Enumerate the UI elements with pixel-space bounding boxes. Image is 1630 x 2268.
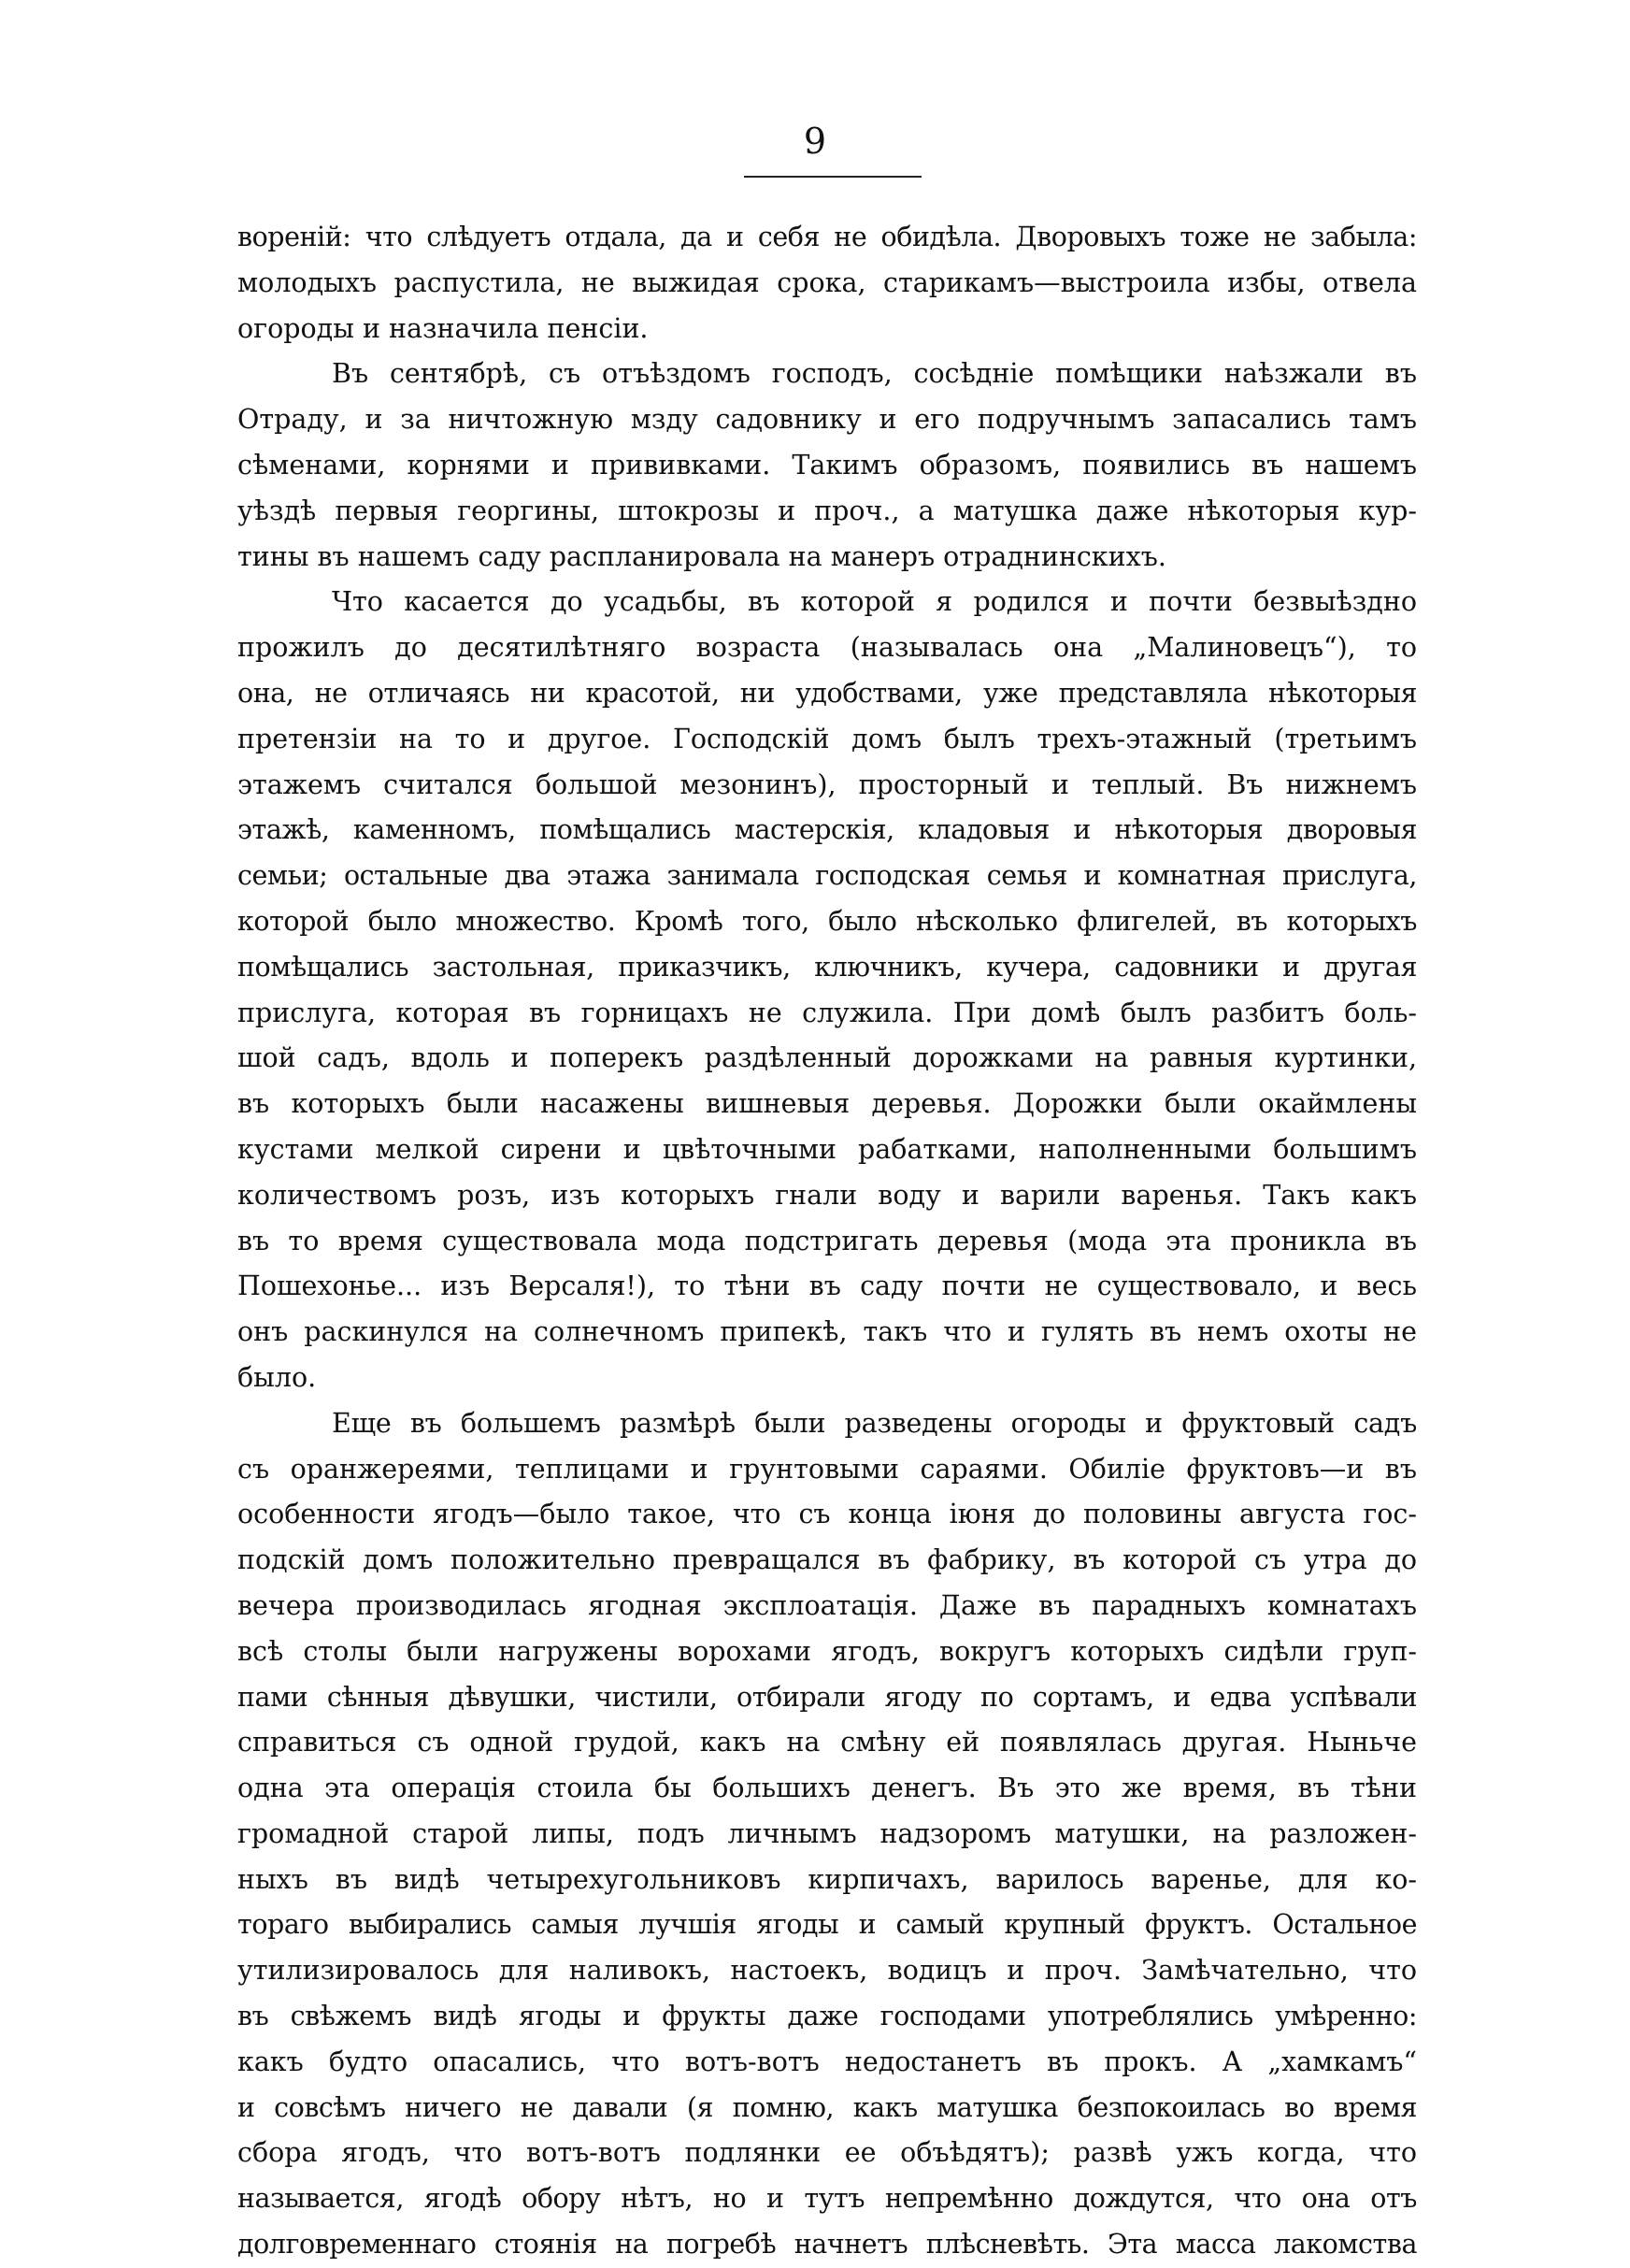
text-line: въ свѣжемъ видѣ ягоды и фрукты даже господами употреблялись умѣренно: — [237, 2001, 1417, 2032]
page-number: 9 — [803, 121, 827, 162]
text-line: кустами мелкой сирени и цвѣточными рабатками, наполненными большимъ — [237, 1133, 1417, 1165]
text-line: этажѣ, каменномъ, помѣщались мастерскія, кладовыя и нѣкоторыя дворовыя — [237, 814, 1417, 846]
text-line: тины въ нашемъ саду распланировала на манеръ отраднинскихъ. — [237, 540, 1166, 572]
text-line: семьи; остальные два этажа занимала господская семья и комнатная прислуга, — [237, 860, 1417, 892]
text-line: Отраду, и за ничтожную мзду садовнику и его подручнымъ запасались тамъ — [237, 404, 1417, 436]
text-line: и совсѣмъ ничего не давали (я помню, какъ матушка безпокоилась во время — [237, 2091, 1417, 2123]
text-line: сбора ягодъ, что вотъ-вотъ подлянки ее объѣдятъ); развѣ ужъ когда, что — [237, 2137, 1417, 2169]
text-line: какъ будто опасались, что вотъ-вотъ недостанетъ въ прокъ. А „хамкамъ“ — [237, 2046, 1417, 2077]
text-line: въ которыхъ были насажены вишневыя деревья. Дорожки были окаймлены — [237, 1088, 1417, 1120]
text-line: прислуга, которая въ горницахъ не служила. При домѣ былъ разбитъ боль- — [237, 997, 1417, 1028]
text-line: пами сѣнныя дѣвушки, чистили, отбирали ягоду по сортамъ, и едва успѣвали — [237, 1681, 1417, 1713]
text-line: молодыхъ распустила, не выжидая срока, старикамъ—выстроила избы, отвела — [237, 266, 1417, 298]
text-line: было. — [237, 1361, 317, 1393]
text-line: Еще въ большемъ размѣрѣ были разведены огороды и фруктовый садъ — [332, 1407, 1417, 1439]
text-line: подскій домъ положительно превращался въ фабрику, въ которой съ утра до — [237, 1544, 1417, 1576]
text-line: этажемъ считался большой мезонинъ), просторный и теплый. Въ нижнемъ — [237, 768, 1417, 800]
text-line: шой садъ, вдоль и поперекъ раздѣленный дорожками на равныя куртинки, — [237, 1042, 1417, 1074]
text-line: прожилъ до десятилѣтняго возраста (называлась она „Малиновецъ“), то — [237, 632, 1417, 664]
text-line: она, не отличаясь ни красотой, ни удобствами, уже представляла нѣкоторыя — [237, 677, 1417, 709]
text-line: называется, ягодѣ обору нѣтъ, но и тутъ непремѣнно дождутся, что она отъ — [237, 2183, 1417, 2215]
text-line: Въ сентябрѣ, съ отъѣздомъ господъ, сосѣдніе помѣщики наѣзжали въ — [332, 358, 1417, 390]
text-line: тораго выбирались самыя лучшія ягоды и самый крупный фруктъ. Остальное — [237, 1909, 1417, 1941]
text-line: вечера производилась ягодная эксплоатація. Даже въ парадныхъ комнатахъ — [237, 1589, 1417, 1621]
text-line: вореній: что слѣдуетъ отдала, да и себя не обидѣла. Дворовыхъ тоже не забыла: — [237, 222, 1417, 252]
text-line: Пошехонье... изъ Версаля!), то тѣни въ саду почти не существовало, и весь — [237, 1270, 1417, 1302]
text-line: долговременнаго стоянія на погребѣ начнетъ плѣсневѣть. Эта масса лакомства — [237, 2229, 1417, 2261]
page-number-rule — [744, 176, 922, 178]
text-line: количествомъ розъ, изъ которыхъ гнали воду и варили варенья. Такъ какъ — [237, 1179, 1417, 1211]
text-line: претензіи на то и другое. Господскій домъ былъ трехъ-этажный (третьимъ — [237, 723, 1417, 754]
text-line: которой было множество. Кромѣ того, было нѣсколько флигелей, въ которыхъ — [237, 905, 1417, 937]
text-line: утилизировалось для наливокъ, настоекъ, водицъ и проч. Замѣчательно, что — [237, 1955, 1417, 1987]
text-line: огороды и назначила пенсіи. — [237, 312, 649, 344]
text-line: онъ раскинулся на солнечномъ припекѣ, такъ что и гулять въ немъ охоты не — [237, 1316, 1417, 1348]
text-line: сѣменами, корнями и прививками. Такимъ образомъ, появились въ нашемъ — [237, 449, 1417, 481]
text-line: съ оранжереями, теплицами и грунтовыми сараями. Обиліе фруктовъ—и въ — [237, 1453, 1417, 1485]
text-line: всѣ столы были нагружены ворохами ягодъ, вокругъ которыхъ сидѣли груп- — [237, 1635, 1417, 1667]
body-text — [237, 215, 1417, 2268]
text-line: одна эта операція стоила бы большихъ денегъ. Въ это же время, въ тѣни — [237, 1773, 1417, 1804]
text-line: справиться съ одной грудой, какъ на смѣну ей появлялась другая. Ныньче — [237, 1727, 1417, 1758]
text-line: въ то время существовала мода подстригать деревья (мода эта проникла въ — [237, 1225, 1417, 1256]
text-line: помѣщались застольная, приказчикъ, ключникъ, кучера, садовники и другая — [237, 951, 1417, 983]
text-line: особенности ягодъ—было такое, что съ конца іюня до половины августа гос- — [237, 1499, 1417, 1530]
text-line: ныхъ въ видѣ четырехугольниковъ кирпичахъ, варилось варенье, для ко- — [237, 1863, 1417, 1895]
text-line: Что касается до усадьбы, въ которой я родился и почти безвыѣздно — [332, 586, 1417, 618]
text-line: уѣздѣ первыя георгины, штокрозы и проч., а матушка даже нѣкоторыя кур- — [237, 495, 1417, 526]
text-line: громадной старой липы, подъ личнымъ надзоромъ матушки, на разложен- — [237, 1817, 1417, 1849]
